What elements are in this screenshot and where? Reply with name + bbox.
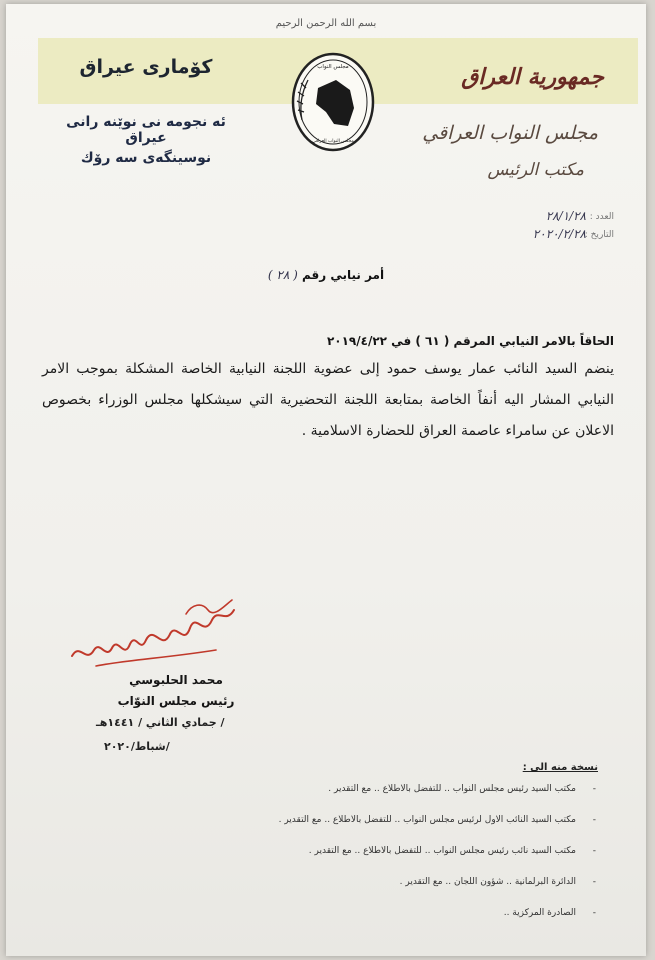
copy-recipient: - مكتب السيد رئيس مجلس النواب .. للتفضل بالاطلاع .. مع التقدير . bbox=[279, 784, 576, 815]
order-title-label: أمر نيابي رقم bbox=[301, 268, 385, 282]
arabic-council-name: مجلس النواب العراقي bbox=[422, 122, 598, 144]
copies-list bbox=[279, 784, 576, 939]
copy-recipient: - مكتب السيد نائب رئيس مجلس النواب .. للتفضل بالاطلاع .. مع التقدير . bbox=[279, 846, 576, 877]
order-title bbox=[6, 268, 646, 282]
kurdish-office-name: نوسينگه‌ى سه رۆك bbox=[80, 150, 212, 166]
basmala: بسم الله الرحمن الرحيم bbox=[275, 18, 377, 29]
kurdish-council-name: ئه نجومه نى نوێنه رانى عيراق bbox=[66, 114, 226, 146]
signature-date-hijri: / جمادي الثاني / ١٤٤١هـ bbox=[96, 716, 225, 729]
reference-date-value: ٢٠٢٠/٢/٢٨ bbox=[532, 227, 586, 241]
parliament-emblem bbox=[288, 50, 378, 160]
emblem-bottom-text: مجلس النواب العراقي bbox=[312, 139, 354, 144]
copies-heading: نسخة منه الى : bbox=[522, 762, 598, 773]
signer-title: رئيس مجلس النوّاب bbox=[117, 694, 235, 708]
emblem-top-text: مجلس النواب bbox=[317, 64, 349, 70]
arabic-republic-name: جمهورية العراق bbox=[461, 64, 604, 90]
copy-recipient: - الدائرة البرلمانية .. شؤون اللجان .. مع التقدير . bbox=[279, 877, 576, 908]
signer-name: محمد الحلبوسي bbox=[129, 673, 223, 687]
reference-number-value: ٢٨/١/٢٨ bbox=[545, 209, 586, 223]
annex-reference: الحاقاً بالامر النيابي المرقم ( ٦١ ) في ٢٠١٩/٤/٢٢ bbox=[326, 334, 614, 348]
kurdish-title: كۆمارى عيراق bbox=[79, 56, 213, 78]
document-page bbox=[6, 4, 646, 956]
reference-date-label: التاريخ : bbox=[584, 230, 614, 240]
arabic-office-name: مكتب الرئيس bbox=[487, 160, 584, 180]
signature-date-gregorian: /شباط/٢٠٢٠ bbox=[104, 740, 170, 753]
order-body-paragraph: ينضم السيد النائب عمار يوسف حمود إلى عضوية اللجنة النيابية الخاصة المشكلة بموجب الامر النيابي المشار اليه أنفاً الخاصة بمتابعة اللجنة التحضيرية التي سيشكلها مجلس الوزراء بخصوص الاعلان عن سامراء عاصمة العراق للحضارة الاسلامية . bbox=[42, 361, 614, 439]
handwritten-signature bbox=[66, 594, 246, 684]
copy-recipient: - مكتب السيد النائب الاول لرئيس مجلس النواب .. للتفضل بالاطلاع .. مع التقدير . bbox=[279, 815, 576, 846]
copy-recipient: - الصادرة المركزية .. bbox=[279, 908, 576, 939]
reference-number-label: العدد : bbox=[589, 212, 614, 222]
order-number: ( ٢٨ ) bbox=[267, 268, 298, 282]
reference-block bbox=[474, 209, 614, 248]
